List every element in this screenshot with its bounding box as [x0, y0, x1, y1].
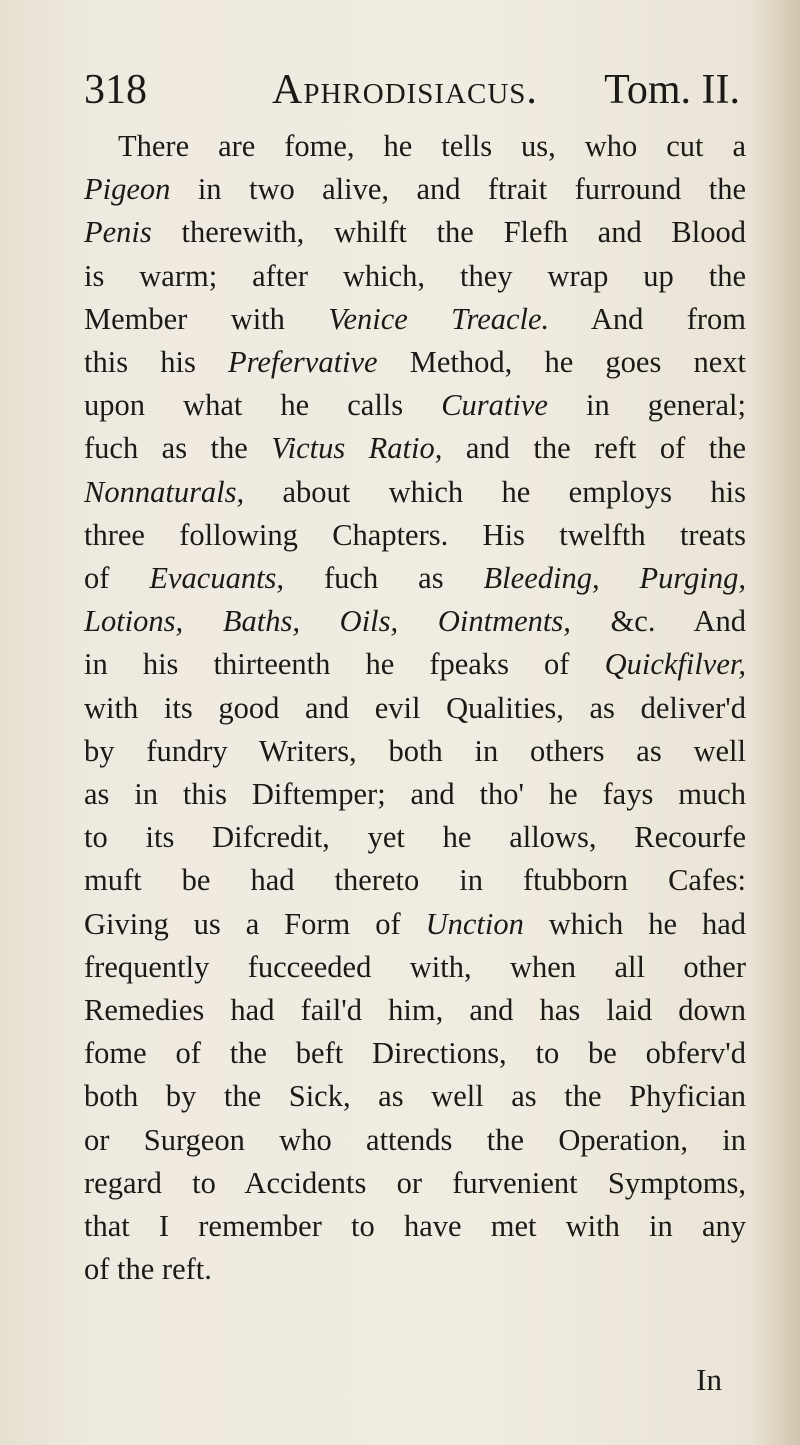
page-number: 318: [84, 67, 147, 113]
text-line: [84, 1075, 746, 1118]
tome-label: Tom. II.: [604, 67, 740, 113]
text-line: [84, 1119, 746, 1162]
text-run: three following Chapters. His twelfth treats: [84, 517, 746, 552]
text-run: fuch as: [284, 561, 484, 596]
text-run: in general;: [547, 388, 746, 423]
text-run: upon what he calls: [84, 388, 442, 423]
italic-phrase: Quickfilver,: [604, 647, 746, 682]
text-line: [84, 989, 746, 1032]
text-run: Member with: [84, 301, 329, 336]
text-line: [84, 1248, 746, 1291]
text-run: Giving us a Form of: [84, 906, 426, 941]
text-line: [84, 125, 746, 168]
text-line: [84, 687, 746, 730]
text-run: about which he employs his: [244, 474, 746, 509]
page-edge-shadow: [748, 0, 800, 1445]
italic-phrase: Nonnaturals,: [84, 474, 245, 509]
text-line: [84, 211, 746, 254]
italic-phrase: Prefervative: [228, 345, 378, 380]
text-line: [84, 1205, 746, 1248]
italic-phrase: Evacuants,: [149, 561, 285, 596]
text-line: [84, 1162, 746, 1205]
text-run: or Surgeon who attends the Operation, in: [84, 1122, 746, 1157]
text-run: in his thirteenth he fpeaks of: [84, 647, 605, 682]
text-run: as in this Diftemper; and tho' he fays much: [84, 777, 746, 812]
text-line: [84, 557, 746, 600]
text-run: that I remember to have met with in any: [84, 1209, 746, 1244]
text-line: [84, 255, 746, 298]
running-header: [84, 62, 740, 118]
text-run: of the reft.: [84, 1252, 212, 1287]
text-line: [84, 773, 746, 816]
text-run: by fundry Writers, both in others as well: [84, 733, 746, 768]
text-line: [84, 1032, 746, 1075]
italic-phrase: Penis: [84, 215, 152, 250]
italic-phrase: Unction: [425, 906, 524, 941]
text-run: And from: [549, 301, 746, 336]
text-line: [84, 730, 746, 773]
italic-phrase: Lotions, Baths, Oils, Ointments,: [84, 604, 571, 639]
text-line: [84, 859, 746, 902]
text-line: [84, 341, 746, 384]
text-run: therewith, whilft the Flefh and Blood: [151, 215, 746, 250]
text-run: Remedies had fail'd him, and has laid down: [84, 993, 746, 1028]
text-line: [84, 643, 746, 686]
italic-phrase: Pigeon: [84, 172, 171, 207]
text-line: [84, 298, 746, 341]
italic-phrase: Bleeding, Purging,: [483, 561, 746, 596]
text-line: [84, 514, 746, 557]
text-run: in two alive, and ftrait furround the: [170, 172, 746, 207]
text-line: [84, 384, 746, 427]
body-text: [84, 125, 746, 1291]
text-run: which he had: [523, 906, 746, 941]
text-run: fuch as the: [84, 431, 272, 466]
text-line: [84, 471, 746, 514]
text-run: to its Difcredit, yet he allows, Recourfe: [84, 820, 746, 855]
text-line: [84, 427, 746, 470]
text-run: is warm; after which, they wrap up the: [84, 258, 746, 293]
text-run: fome of the beft Directions, to be obferv'd: [84, 1036, 746, 1071]
text-run: and the reft of the: [442, 431, 746, 466]
text-run: There are fome, he tells us, who cut a: [118, 129, 746, 163]
catchword: In: [696, 1362, 722, 1397]
text-line: [84, 903, 746, 946]
text-run: with its good and evil Qualities, as deliver'd: [84, 690, 746, 725]
text-line: [84, 816, 746, 859]
text-line: [84, 946, 746, 989]
text-run: frequently fucceeded with, when all other: [84, 949, 746, 984]
text-run: regard to Accidents or furvenient Symptoms,: [84, 1165, 746, 1200]
italic-phrase: Curative: [441, 388, 548, 423]
text-run: of: [84, 561, 150, 596]
text-line: [84, 168, 746, 211]
text-run: both by the Sick, as well as the Phyfician: [84, 1079, 746, 1114]
italic-phrase: Venice Treacle.: [328, 301, 550, 336]
running-title: Aphrodisiacus.: [272, 67, 538, 113]
text-run: this his: [84, 345, 228, 380]
text-run: Method, he goes next: [377, 345, 746, 380]
text-run: muft be had thereto in ftubborn Cafes:: [84, 863, 746, 898]
text-run: &c. And: [570, 604, 747, 639]
text-line: [84, 600, 746, 643]
italic-phrase: Victus Ratio,: [271, 431, 443, 466]
